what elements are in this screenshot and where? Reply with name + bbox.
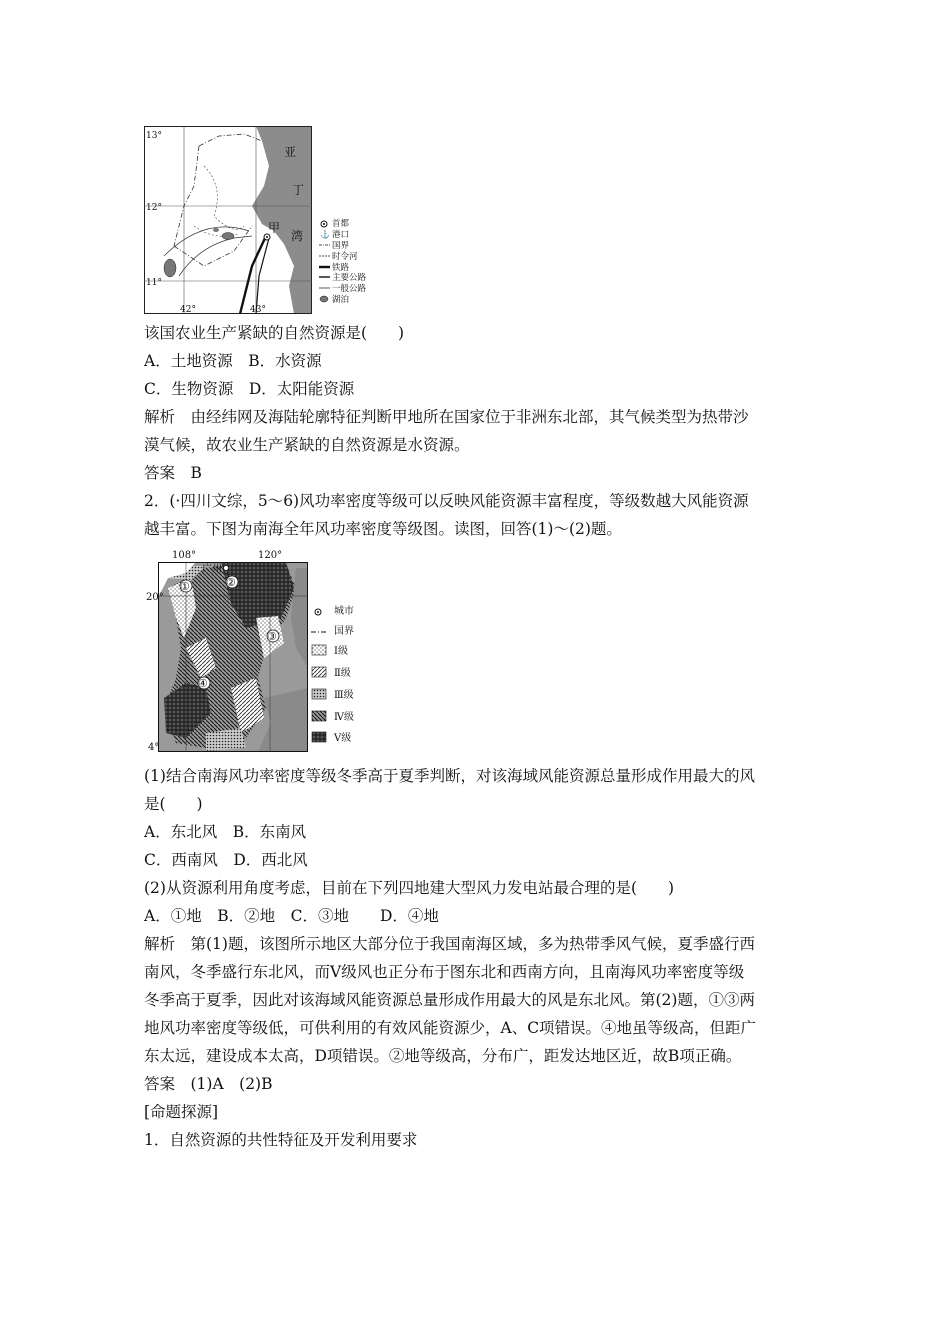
map1-label-wan: 湾 [291, 229, 304, 243]
map2-legend-level-4: Ⅳ级 [334, 712, 354, 723]
q2-1-options-ab: A．东北风 B．东南风 [144, 823, 307, 841]
q2-intro-line2: 越丰富。下图为南海全年风功率密度等级图。读图，回答(1)～(2)题。 [144, 520, 622, 538]
analysis2-line2: 南风，冬季盛行东北风，而Ⅴ级风也正分布于图东北和西南方向，且南海风功率密度等级 [144, 963, 745, 981]
map2-city-guangzhou: 广州 [202, 564, 222, 575]
q1-options-cd: C．生物资源 D．太阳能资源 [144, 380, 355, 398]
map1-legend-main-road: 主要公路 [332, 273, 367, 283]
map1-lat-13: 13° [146, 131, 162, 141]
map1-legend-railway: 铁路 [332, 263, 350, 273]
q2-1-stem-line1: (1)结合南海风功率密度等级冬季高于夏季判断，对该海域风能资源总量形成作用最大的风 [144, 767, 755, 785]
q1-stem: 该国农业生产紧缺的自然资源是( ) [144, 324, 405, 342]
map1-label-jia: 甲 [268, 221, 281, 235]
map-gulf-of-aden [144, 126, 312, 314]
map1-legend-seasonal-river: 时令河 [332, 252, 358, 262]
map1-legend-road: 一般公路 [332, 284, 367, 294]
map2-site-4: ④ [198, 677, 208, 690]
analysis2-line1: 解析 第(1)题，该图所示地区大部分位于我国南海区域，多为热带季风气候，夏季盛行西 [144, 935, 755, 953]
map-south-china-sea-wind [146, 548, 310, 754]
map1-lat-11: 11° [146, 278, 162, 288]
map2-legend-level-3: Ⅲ级 [334, 690, 354, 701]
q2-2-stem: (2)从资源利用角度考虑，目前在下列四地建大型风力发电站最合理的是( ) [144, 879, 675, 897]
map1-legend-lake: 湖泊 [332, 295, 350, 305]
map1-legend-port: 港口 [332, 230, 350, 240]
map1-lon-42: 42° [180, 305, 196, 314]
q1-answer: 答案 B [144, 464, 202, 482]
map2-site-3: ③ [267, 630, 277, 643]
map1-legend-capital: 首都 [332, 219, 350, 229]
map1-label-ding: 丁 [292, 183, 305, 197]
q2-2-options: A．①地 B．②地 C．③地 D．④地 [144, 907, 439, 925]
q1-options-ab: A．土地资源 B．水资源 [144, 352, 322, 370]
source-item-1: 1．自然资源的共性特征及开发利用要求 [144, 1131, 418, 1149]
q2-1-options-cd: C．西南风 D．西北风 [144, 851, 308, 869]
map1-legend-border: 国界 [332, 241, 350, 251]
map2-legend-level-2: Ⅱ级 [334, 668, 351, 679]
q2-1-stem-line2: 是( ) [144, 795, 203, 813]
analysis2-answer: 答案 (1)A (2)B [144, 1075, 273, 1093]
map2-lat-4: 4° [148, 742, 160, 753]
map1-legend-symbols [318, 219, 332, 305]
map1-lat-12: 12° [146, 203, 162, 213]
analysis2-line4: 地风功率密度等级低，可供利用的有效风能资源少，A、C项错误。④地虽等级高，但距广 [144, 1019, 757, 1037]
source-heading: [命题探源] [144, 1103, 219, 1121]
map2-legend-border: 国界 [334, 626, 354, 637]
map2-site-1: ① [180, 580, 190, 593]
map2-lon-120: 120° [258, 550, 283, 561]
map2-site-2: ② [226, 576, 236, 589]
map2-lat-20: 20° [146, 592, 164, 603]
q2-intro-line1: 2．(·四川文综，5～6)风功率密度等级可以反映风能资源丰富程度，等级数越大风能资源 [144, 492, 749, 510]
analysis2-line3: 冬季高于夏季，因此对该海域风能资源总量形成作用最大的风是东北风。第(2)题，①③两 [144, 991, 755, 1009]
map1-label-ya: 亚 [284, 145, 297, 159]
map2-legend-level-5: Ⅴ级 [334, 733, 352, 744]
map2-legend-level-1: Ⅰ级 [334, 646, 348, 657]
q1-analysis-line1: 解析 由经纬网及海陆轮廓特征判断甲地所在国家位于非洲东北部，其气候类型为热带沙 [144, 408, 749, 426]
anchor-icon: ⚓ [320, 230, 330, 239]
map1-lon-43: 43° [250, 305, 266, 314]
map2-legend-symbols [310, 605, 330, 745]
map2-legend-city: 城市 [334, 606, 354, 617]
q1-analysis-line2: 漠气候，故农业生产紧缺的自然资源是水资源。 [144, 436, 470, 454]
analysis2-line5: 东太远，建设成本太高，D项错误。②地等级高，分布广，距发达地区近，故B项正确。 [144, 1047, 742, 1065]
map2-lon-108: 108° [172, 550, 197, 561]
